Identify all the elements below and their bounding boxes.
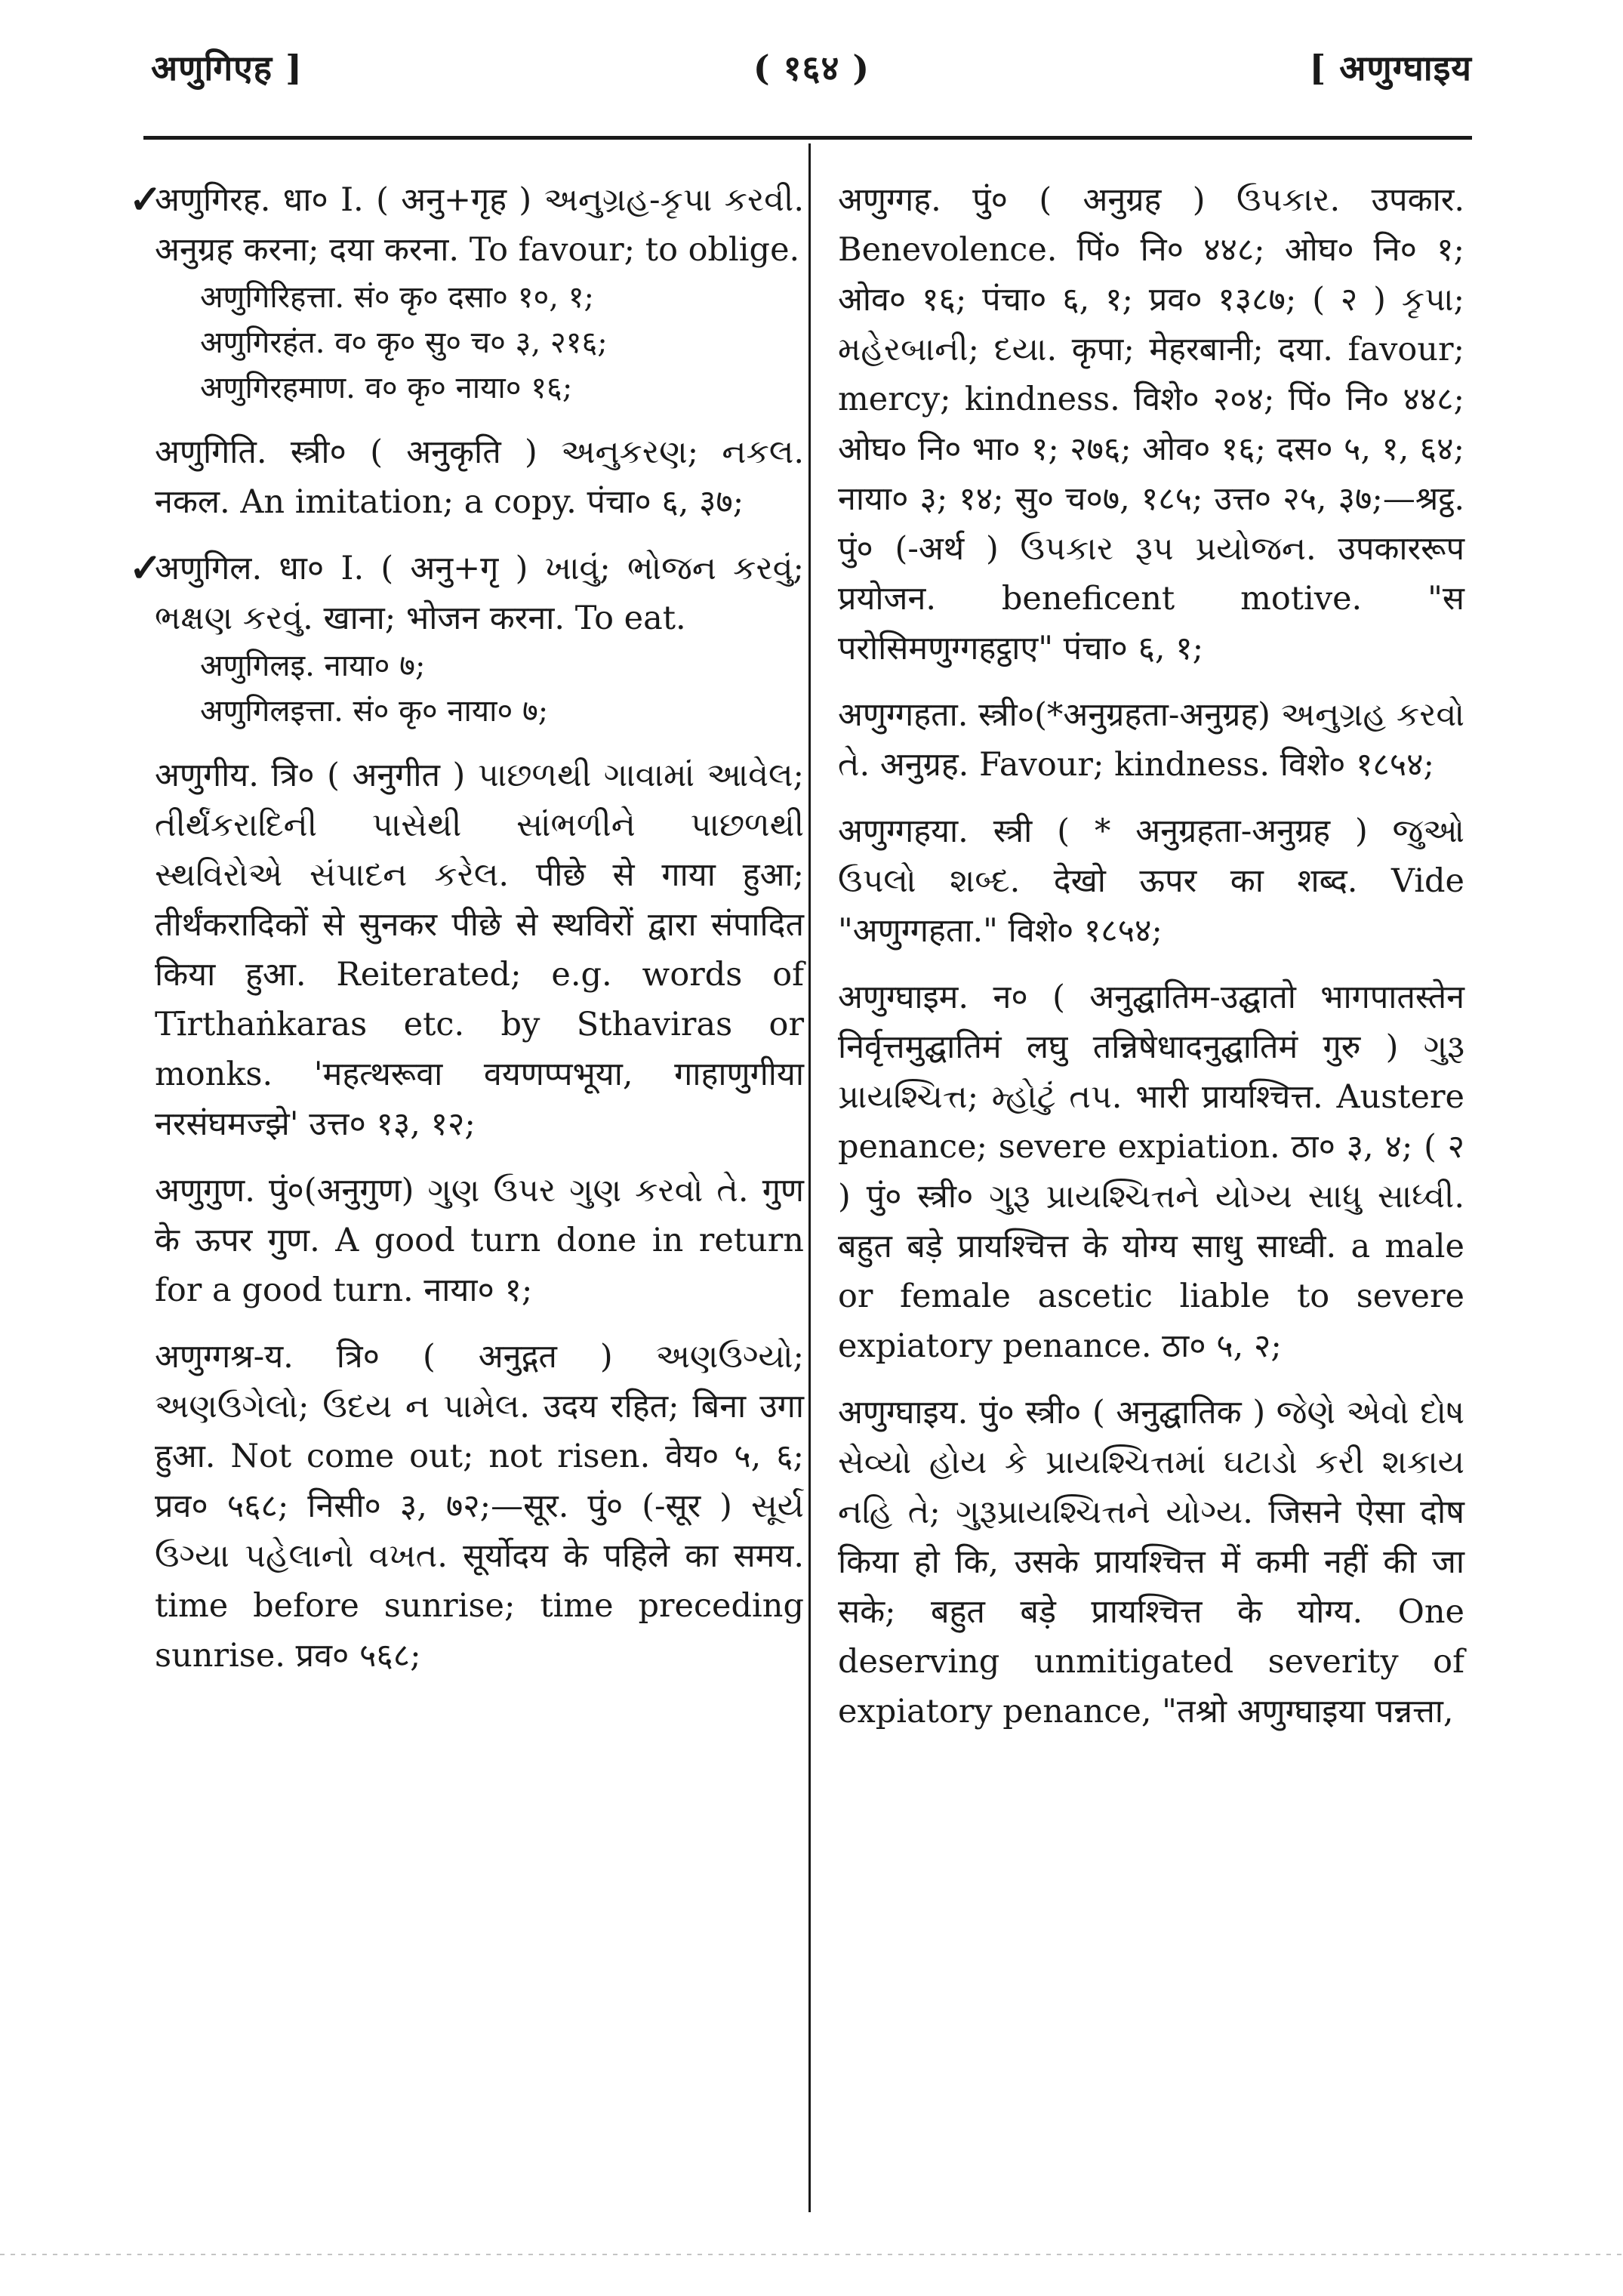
entry-text: अणुग्घाइय. पुं० स्त्री० ( अनुद्घातिक ) જેણે એવો દોષ સેવ્યો હોય કે પ્રાયશ્ચિત્તમાં ઘટાડો કરી શકાય નહિ તે; ગુરૂપ્રાયશ્ચિત્તને યોગ્ય. जिसने ऐसा दोष किया हो कि, उसके प्रायश्चित्त में कमी नहीं की जा सके; बहुत बड़े प्रायश्चित्त के योग्य. One deserving unmitigated severity of expiatory penance, "तश्रो अणुग्घाइया पन्नत्ता, — [838, 1394, 1464, 1730]
dictionary-entry — [155, 1166, 804, 1315]
running-head-right: [ अणुग्घाइय — [1309, 48, 1472, 88]
entry-subform: अणुगिलइत्ता. सं० कृ० नाया० ७; — [200, 694, 549, 729]
dictionary-entry — [838, 806, 1464, 956]
entry-text: अणुगीय. त्रि० ( अनुगीत ) પાછળથી ગાવામાં આવેલ; તીર્થંકરાદિની પાસેથી સાંભળીને પાછળથી સ્થવિરોએ સંપાદન કરેલ. पीछे से गाया हुआ; तीर्थंकरादिकों से सुनकर पीछे से स्थविरों द्वारा संपादित किया हुआ. Reiterated; e.g. words of Tīrthaṅkaras etc. by Sthaviras or monks. 'महत्थरूवा वयणप्पभूया, गाहाणुगीया नरसंघमज्झे' उत्त० १३, १२; — [155, 757, 804, 1143]
entry-text: ✓ अणुगिरह. धा० I. ( अनु+गृह ) અનુગ્રહ-કૃપા કરવી. अनुग्रह करना; दया करना. To favour; to oblige. — [155, 181, 804, 269]
column-divider — [808, 143, 811, 2212]
dictionary-entry — [155, 750, 804, 1149]
header-rule — [143, 136, 1472, 140]
entry-text: अणुग्घाइम. न० ( अनुद्घातिम-उद्घातो भागपातस्तेन निर्वृत्तमुद्घातिमं लघु तन्निषेधादनुद्घातिमं गुरु ) ગુરૂ પ્રાયશ્ચિત્ત; મ્હોટું તપ. भारी प्रायश्चित्त. Austere penance; severe expiation. ठा० ३, ४; ( २ ) पुं० स्त्री० ગુરૂ પ્રાયશ્ચિત્તને યોગ્ય સાધુ સાધ્વી. बहुत बड़े प्रायश्चित्त के योग्य साधु साध्वी. a male or female ascetic liable to severe expiatory penance. ठा० ५, २; — [838, 978, 1464, 1365]
entry-text: अणुग्गहता. स्त्री०(*अनुग्रहता-अनुग्रह) અનુગ્રહ કરવો તે. अनुग्रह. Favour; kindness. विशे० १८५४; — [838, 696, 1464, 784]
left-column — [155, 175, 804, 1697]
entry-text: अणुगुण. पुं०(अनुगुण) ગુણ ઉપર ગુણ કરવો તે. गुण के ऊपर गुण. A good turn done in return for a good turn. नाया० १; — [155, 1172, 804, 1309]
entry-text: अणुगिति. स्त्री० ( अनुकृति ) અનુકરણ; નકલ. नकल. An imitation; a copy. पंचा० ६, ३७; — [155, 433, 804, 521]
dictionary-entry — [155, 175, 804, 411]
page-number: ( १६४ ) — [753, 48, 870, 88]
dictionary-entry — [838, 175, 1464, 673]
dictionary-entry — [155, 1332, 804, 1681]
dictionary-entry — [838, 972, 1464, 1371]
entry-text: अणुग्गहया. स्त्री ( * अनुग्रहता-अनुग्रह ) જુઓ ઉપલો શબ્દ. देखो ऊपर का शब्द. Vide "अणुग्गहता." विशे० १८५४; — [838, 812, 1464, 950]
right-column — [838, 175, 1464, 1753]
dictionary-entry — [155, 427, 804, 527]
entry-subform: अणुगिरिहत्ता. सं० कृ० दसा० १०, १; — [200, 280, 595, 315]
dictionary-entry — [155, 544, 804, 734]
entry-text: अणुग्गश्र-य. त्रि० ( अनुद्गत ) અણઉગ્યો; અણઉગેલો; ઉદય ન પામેલ. उदय रहित; बिना उगा हुआ. Not come out; not risen. वेय० ५, ६; प्रव० ५६८; निसी० ३, ७२;—सूर. पुं० (-सूर ) સૂર્ય ઉગ્યા પહેલાનો વખત. सूर्योदय के पहिले का समय. time before sunrise; time preceding sunrise. प्रव० ५६८; — [155, 1338, 804, 1675]
dictionary-entry — [838, 690, 1464, 790]
entry-subform: अणुगिरहमाण. व० कृ० नाया० १६; — [200, 371, 573, 405]
dictionary-entry — [838, 1388, 1464, 1737]
entry-text: ✓ अणुगिल. धा० I. ( अनु+गृ ) ખાવું; ભોજન કરવું; ભક્ષણ કરવું. खाना; भोजन करना. To eat. — [155, 550, 804, 637]
entry-subform: अणुगिलइ. नाया० ७; — [200, 649, 426, 683]
page-edge-dots — [0, 2254, 1623, 2255]
running-head-left: अणुगिएह ] — [151, 48, 303, 88]
entry-subform: अणुगिरहंत. व० कृ० सु० च० ३, २१६; — [200, 325, 608, 360]
entry-text: अणुग्गह. पुं० ( अनुग्रह ) ઉપકાર. उपकार. Benevolence. पिं० नि० ४४८; ओघ० नि० १; ओव० १६; पंचा० ६, १; प्रव० १३८७; ( २ ) કૃપા; મહેરબાની; દયા. कृपा; मेहरबानी; दया. favour; mercy; kindness. विशे० २०४; पिं० नि० ४४८; ओघ० नि० भा० १; २७६; ओव० १६; दस० ५, १, ६४; नाया० ३; १४; सु० च०७, १८५; उत्त० २५, ३७;—श्रट्ठ. पुं० (-अर्थ ) ઉપકાર રૂપ પ્રયોજન. उपकाररूप प्रयोजन. beneficent motive. "स परोसिमणुग्गहट्ठाए" पंचा० ६, १; — [838, 181, 1464, 667]
